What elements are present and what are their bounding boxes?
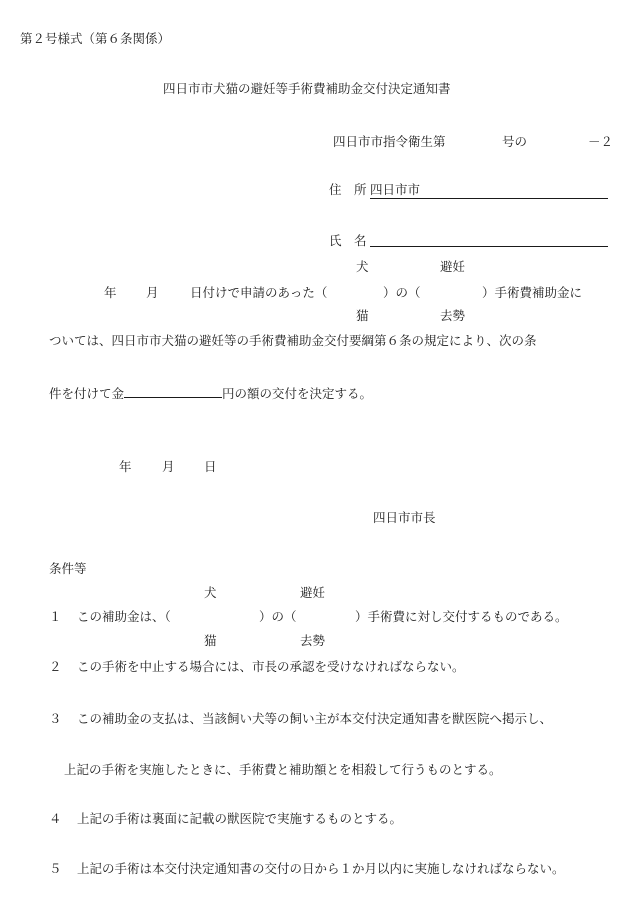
- item1-pre: この補助金は、（: [77, 609, 171, 624]
- choice-spay: 避妊: [440, 259, 466, 274]
- choice-cat: 猫: [356, 308, 369, 323]
- conditions-heading: 条件等: [49, 561, 87, 576]
- body-line-3-pre: 件を付けて金: [49, 386, 125, 401]
- body-paren-end: ）手術費補助金に: [482, 285, 583, 300]
- name-field[interactable]: [370, 233, 608, 247]
- item3-line-1: この補助金の支払は、当該飼い犬等の飼い主が本交付決定通知書を獣医院へ掲示し、: [77, 711, 553, 726]
- item1-dog: 犬: [204, 585, 217, 600]
- item4-text: 上記の手術は裏面に記載の獣医院で実施するものとする。: [77, 811, 403, 826]
- item1-mid: ）の（: [259, 609, 297, 624]
- date-year: 年: [119, 459, 132, 474]
- body-year: 年: [104, 285, 117, 300]
- choice-dog: 犬: [356, 259, 369, 274]
- address-label: 住 所: [329, 182, 367, 197]
- choice-neuter: 去勢: [440, 308, 466, 323]
- item4-number: ４: [49, 811, 62, 826]
- body-date-applied: 日付けで申請のあった（: [190, 285, 328, 300]
- body-line-3: [49, 383, 372, 402]
- amount-field[interactable]: [124, 383, 222, 398]
- item1-post: ）手術費に対し交付するものである。: [355, 609, 568, 624]
- item2-number: ２: [49, 659, 62, 674]
- reference-middle: 号の: [502, 134, 528, 149]
- item1-number: １: [49, 609, 62, 624]
- date-day: 日: [204, 459, 217, 474]
- item5-text: 上記の手術は本交付決定通知書の交付の日から１か月以内に実施しなければならない。: [77, 861, 565, 876]
- item1-neuter: 去勢: [300, 633, 326, 648]
- address-value: 四日市市: [370, 182, 421, 197]
- item5-number: ５: [49, 861, 62, 876]
- body-line-3-post: 円の額の交付を決定する。: [222, 386, 373, 401]
- item1-spay: 避妊: [300, 585, 326, 600]
- body-paren-mid: ）の（: [383, 285, 421, 300]
- name-label: 氏 名: [329, 233, 367, 248]
- item3-number: ３: [49, 711, 62, 726]
- item3-line-2: 上記の手術を実施したときに、手術費と補助額とを相殺して行うものとする。: [64, 762, 502, 777]
- form-label: 第２号様式（第６条関係）: [20, 31, 171, 46]
- reference-prefix: 四日市市指令衛生第: [333, 134, 446, 149]
- date-month: 月: [162, 459, 175, 474]
- document-title: 四日市市犬猫の避妊等手術費補助金交付決定通知書: [163, 81, 451, 96]
- item1-cat: 猫: [204, 633, 217, 648]
- body-month: 月: [146, 285, 159, 300]
- body-line-2: ついては、四日市市犬猫の避妊等の手術費補助金交付要綱第６条の規定により、次の条: [49, 333, 537, 348]
- item2-text: この手術を中止する場合には、市長の承認を受けなければならない。: [77, 659, 465, 674]
- reference-suffix: －２: [588, 134, 614, 149]
- issuer: 四日市市長: [373, 510, 436, 525]
- address-field[interactable]: [370, 182, 608, 199]
